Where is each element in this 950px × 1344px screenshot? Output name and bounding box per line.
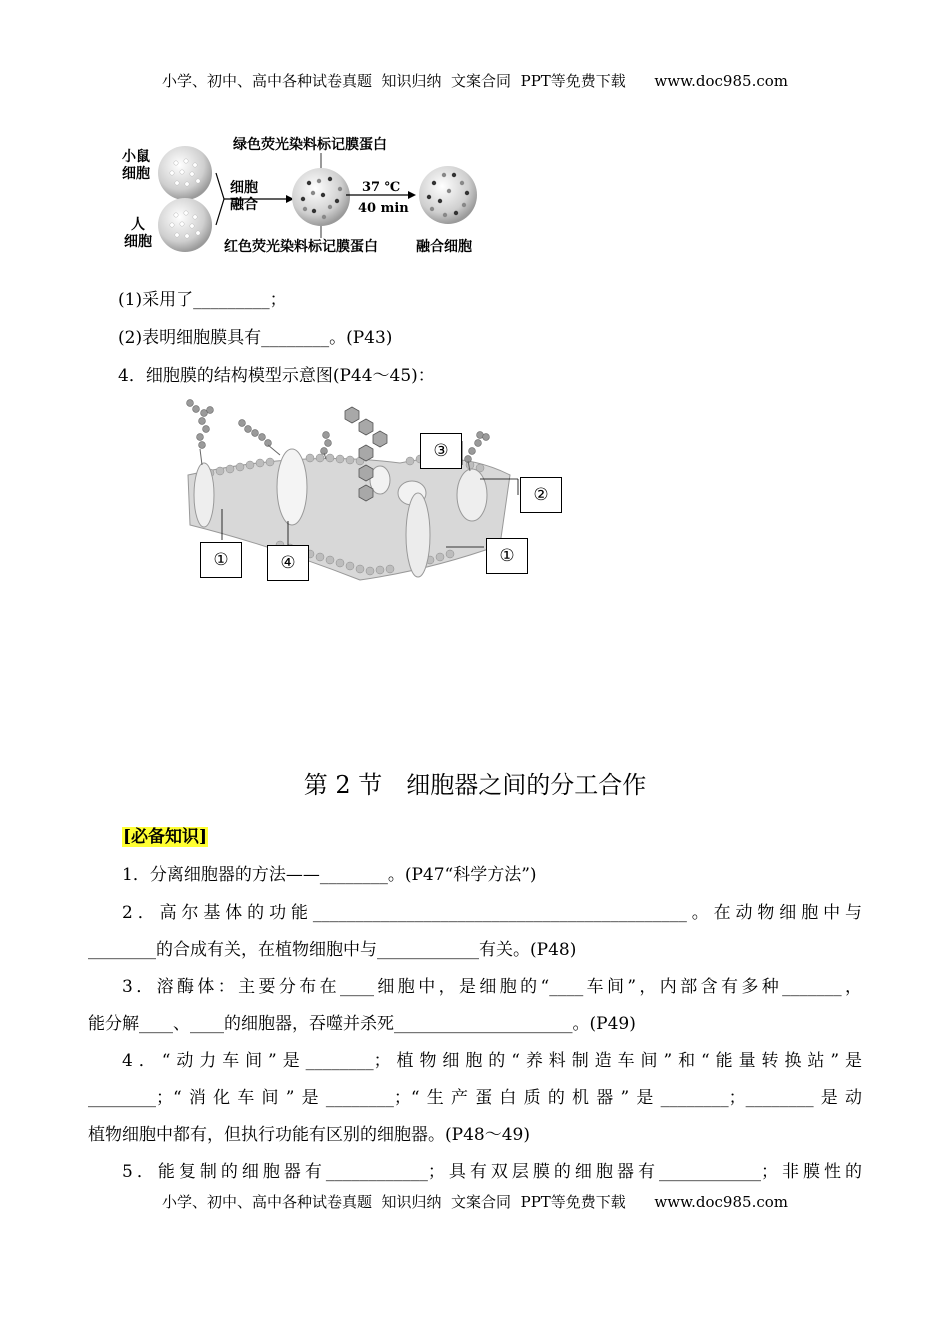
fused-cell-label: 融合细胞 bbox=[416, 239, 472, 255]
mouse-cell-sphere bbox=[158, 146, 212, 200]
human-cell-label: 人 细胞 bbox=[124, 217, 152, 250]
required-knowledge-tag-wrap bbox=[122, 822, 208, 847]
human-cell-sphere bbox=[158, 198, 212, 252]
item-4-line-1: 4．“动力车间”是________；植物细胞的“养料制造车间”和“能量转换站”是 bbox=[122, 1051, 862, 1071]
item-4-line-2: ________；“消化车间”是________；“生产蛋白质的机器”是________；________是动 bbox=[88, 1088, 862, 1108]
mouse-cell-label: 小鼠 细胞 bbox=[122, 149, 150, 182]
item-4-line-3: 植物细胞中都有，但执行功能有区别的细胞器。(P48～49) bbox=[88, 1125, 530, 1145]
item-1: 1．分离细胞器的方法——________。(P47“科学方法”) bbox=[122, 865, 537, 885]
item-2-line-2: ________的合成有关，在植物细胞中与____________有关。(P48) bbox=[88, 940, 577, 960]
item-2-line-1: 2．高尔基体的功能____________________________________________。在动物细胞中与 bbox=[122, 903, 862, 923]
time-label: 40 min bbox=[358, 201, 409, 216]
section-2-title: 第 2 节 细胞器之间的分工合作 bbox=[303, 771, 647, 799]
question-1: (1)采用了_________； bbox=[118, 290, 287, 310]
temperature-label: 37 ℃ bbox=[362, 180, 401, 195]
label-box-1-left: ① bbox=[200, 542, 242, 578]
item-5-line-1: 5．能复制的细胞器有____________；具有双层膜的细胞器有____________；非膜性的 bbox=[122, 1162, 862, 1182]
label-box-4: ④ bbox=[267, 545, 309, 581]
label-box-2: ② bbox=[520, 477, 562, 513]
item-3-line-2: 能分解____、____的细胞器，吞噬并杀死_____________________。(P49) bbox=[88, 1014, 636, 1034]
red-dye-label: 红色荧光染料标记膜蛋白 bbox=[224, 239, 378, 255]
label-box-1-right: ① bbox=[486, 538, 528, 574]
item-3-line-1: 3．溶酶体：主要分布在____细胞中，是细胞的“____车间”，内部含有多种_______， bbox=[122, 977, 862, 997]
green-dye-label: 绿色荧光染料标记膜蛋白 bbox=[233, 137, 387, 153]
membrane-model-figure bbox=[180, 395, 570, 610]
required-knowledge-tag: [必备知识] bbox=[123, 827, 208, 847]
fusion-arrow-label: 细胞 融合 bbox=[230, 180, 258, 213]
hybrid-cell-sphere bbox=[292, 168, 350, 226]
question-4-heading: 4．细胞膜的结构模型示意图(P44～45)： bbox=[118, 366, 435, 386]
fused-cell-sphere bbox=[419, 166, 477, 224]
page-footer: 小学、初中、高中各种试卷真题 知识归纳 文案合同 PPT等免费下载 www.doc985.com bbox=[161, 1193, 788, 1211]
page-header: 小学、初中、高中各种试卷真题 知识归纳 文案合同 PPT等免费下载 www.doc985.com bbox=[161, 72, 788, 90]
question-2: (2)表明细胞膜具有________。(P43) bbox=[118, 328, 393, 348]
cell-fusion-figure bbox=[118, 135, 498, 260]
label-box-3: ③ bbox=[420, 433, 462, 469]
